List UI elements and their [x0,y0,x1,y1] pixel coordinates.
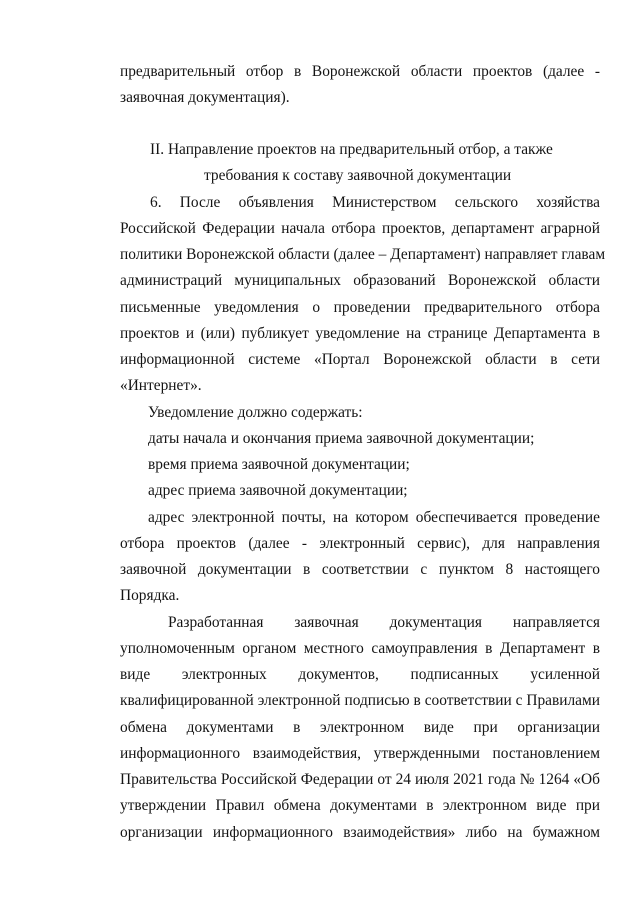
text-line: утверждении Правил обмена документами в электронном виде при [120,797,600,814]
text-line: Правительства Российской Федерации от 24 июля 2021 года № 1264 «Об [120,771,600,788]
text-line: информационного взаимодействия, утвержденными постановлением [120,745,600,762]
text-line: администраций муниципальных образований Воронежской области [120,272,600,289]
text-line: заявочной документации в соответствии с пунктом 8 настоящего [120,561,600,578]
section-heading-line-1: II. Направление проектов на предварительный отбор, а также [150,141,553,158]
text-line: Российской Федерации начала отбора проектов, департамент аграрной [120,220,600,237]
text-line: проектов и (или) публикует уведомление на странице Департамента в [120,325,600,342]
text-line: квалифицированной электронной подписью в соответствии с Правилами [120,692,600,709]
text-line: обмена документами в электронном виде при организации [120,719,600,736]
text-line: Порядка. [120,587,180,604]
list-item: адрес приема заявочной документации; [148,482,408,499]
text-line: уполномоченным органом местного самоуправления в Департамент в [120,640,600,657]
text-line: политики Воронежской области (далее – Департамент) направляет главам [120,246,606,263]
text-line: предварительный отбор в Воронежской области проектов (далее - [120,63,600,80]
section-heading-line-2: требования к составу заявочной документации [204,167,512,184]
list-item: время приема заявочной документации; [148,456,410,473]
text-line: организации информационного взаимодействия» либо на бумажном [120,824,600,841]
text-line: информационной системе «Портал Воронежской области в сети [120,351,600,368]
text-line: письменные уведомления о проведении предварительного отбора [120,299,600,316]
paragraph-first-line: Разработанная заявочная документация направляется [168,614,600,631]
text-line: «Интернет». [120,377,202,394]
list-item: даты начала и окончания приема заявочной документации; [148,430,535,447]
text-line: виде электронных документов, подписанных усиленной [120,666,600,683]
text-line: заявочная документация). [120,89,290,106]
paragraph-first-line: адрес электронной почты, на котором обеспечивается проведение [148,509,600,526]
list-intro: Уведомление должно содержать: [148,404,363,421]
text-line: отбора проектов (далее - электронный сервис), для направления [120,535,600,552]
paragraph-first-line: 6. После объявления Министерством сельского хозяйства [150,194,600,211]
